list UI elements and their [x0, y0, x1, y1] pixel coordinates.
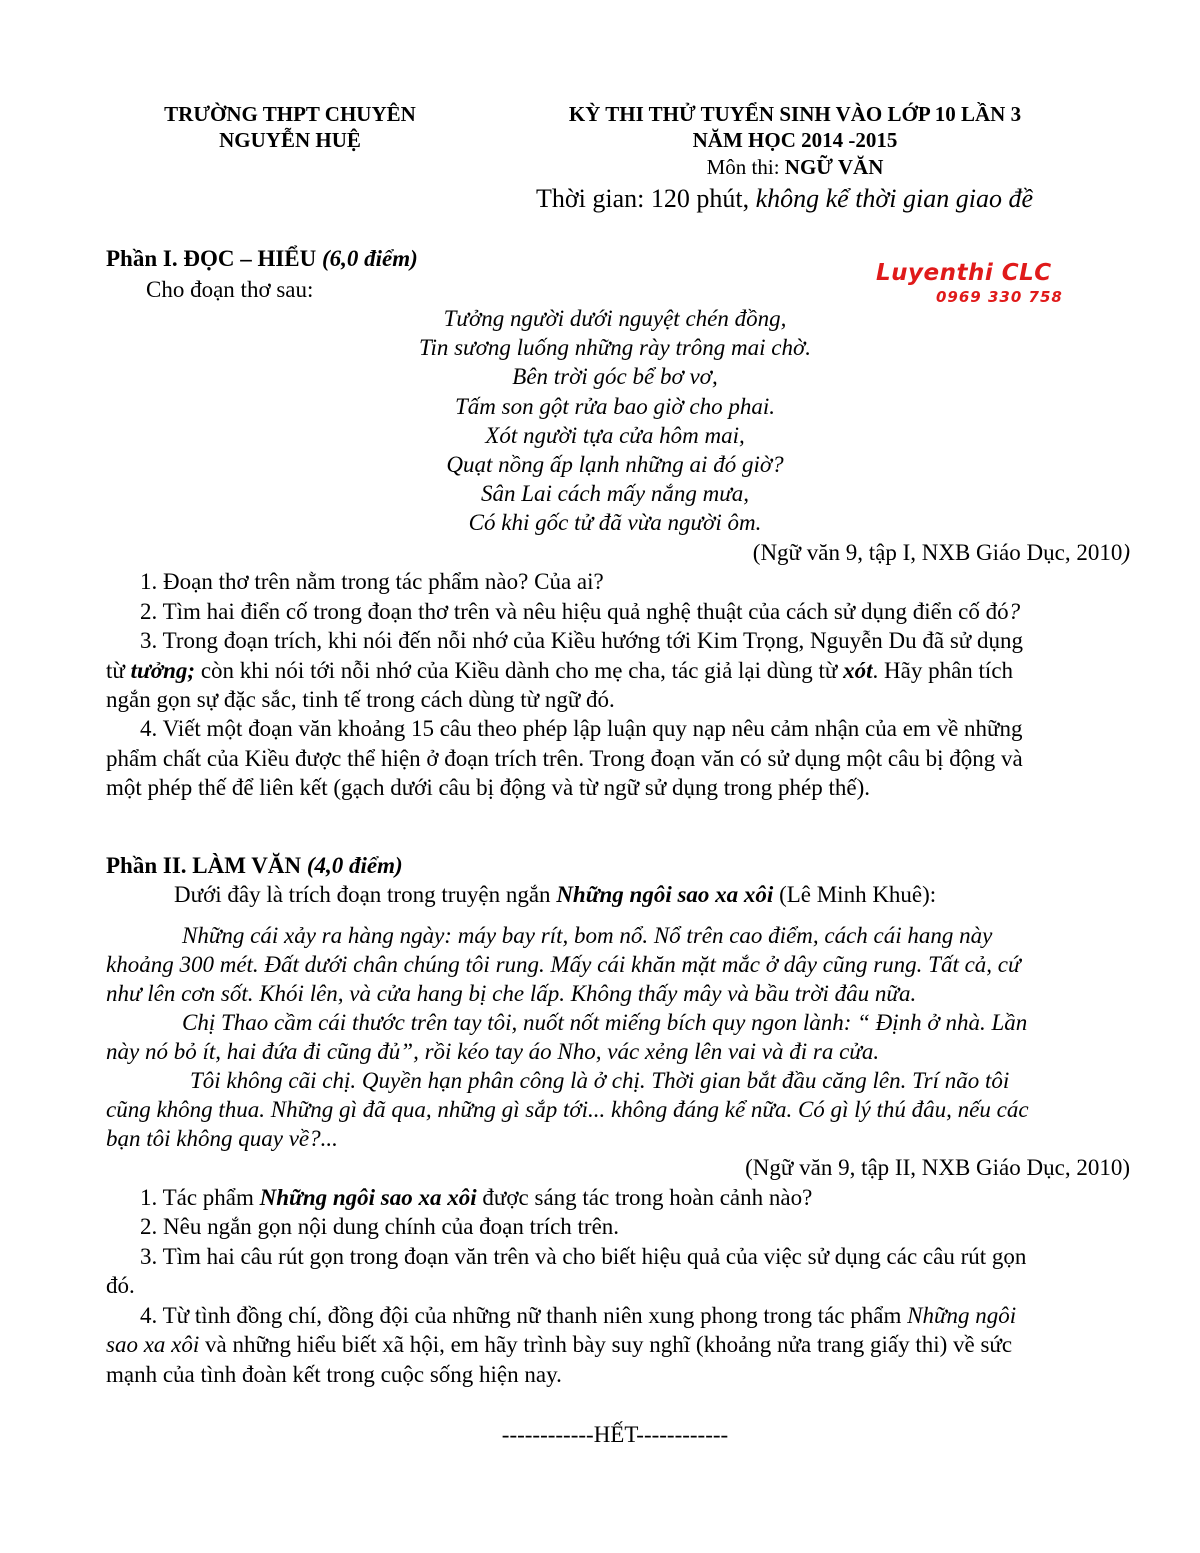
- part1-question-4-cont: phẩm chất của Kiều được thể hiện ở đoạn trích trên. Trong đoạn văn có sử dụng một câu bị động và: [106, 746, 1023, 771]
- excerpt-line: khoảng 300 mét. Đất dưới chân chúng tôi rung. Mấy cái khăn mặt mắc ở dây cũng rung. Tất cả, cứ: [106, 952, 1021, 977]
- part2-intro: Dưới đây là trích đoạn trong truyện ngắn Những ngôi sao xa xôi (Lê Minh Khuê):: [174, 882, 937, 907]
- excerpt-line: như lên cơn sốt. Khói lên, và cửa hang bị che lấp. Không thấy mây và bầu trời đâu nữa.: [106, 981, 917, 1006]
- part2-question-3-cont: đó.: [106, 1273, 135, 1298]
- poem-line: Tưởng người dưới nguyệt chén đồng,: [443, 306, 787, 331]
- part1-question-3-cont: ngắn gọn sự đặc sắc, tinh tế trong cách dùng từ ngữ đó.: [106, 687, 615, 712]
- excerpt-line: này nó bỏ ít, hai đứa đi cũng đủ”, rồi kéo tay áo Nho, vác xẻng lên vai và đi ra cửa.: [106, 1039, 880, 1064]
- part1-heading: Phần I. ĐỌC – HIỂU (6,0 điểm): [106, 246, 418, 271]
- part1-source: (Ngữ văn 9, tập I, NXB Giáo Dục, 2010): [752, 540, 1130, 565]
- watermark-brand: Luyenthi CLC: [876, 260, 1052, 286]
- part1-question-4-cont: một phép thế để liên kết (gạch dưới câu bị động và từ ngữ sử dụng trong phép thế).: [106, 775, 870, 800]
- poem-line: Xót người tựa cửa hôm mai,: [485, 423, 745, 448]
- part2-question-2: 2. Nêu ngắn gọn nội dung chính của đoạn trích trên.: [140, 1214, 620, 1239]
- part1-question-3: 3. Trong đoạn trích, khi nói đến nỗi nhớ của Kiều hướng tới Kim Trọng, Nguyễn Du đã sử dụng: [140, 628, 1024, 653]
- excerpt-line: Những cái xảy ra hàng ngày: máy bay rít, bom nổ. Nổ trên cao điểm, cách cái hang này: [182, 923, 993, 948]
- poem-line: Có khi gốc tử đã vừa người ôm.: [468, 510, 762, 535]
- poem-line: Tấm son gột rửa bao giờ cho phai.: [454, 394, 775, 419]
- part1-question-4: 4. Viết một đoạn văn khoảng 15 câu theo phép lập luận quy nạp nêu cảm nhận của em về những: [140, 716, 1023, 741]
- exam-title-line2: NĂM HỌC 2014 -2015: [692, 128, 898, 152]
- part1-question-3-cont: từ tưởng; còn khi nói tới nỗi nhớ của Kiều dành cho mẹ cha, tác giả lại dùng từ xót. Hãy phân tích: [106, 658, 1014, 683]
- exam-subject: Môn thi: NGỮ VĂN: [706, 155, 884, 179]
- part2-question-4-cont: sao xa xôi và những hiểu biết xã hội, em hãy trình bày suy nghĩ (khoảng nửa trang giấy thi) về sức: [106, 1332, 1013, 1357]
- part2-question-1: 1. Tác phẩm Những ngôi sao xa xôi được sáng tác trong hoàn cảnh nào?: [140, 1185, 813, 1210]
- part1-intro: Cho đoạn thơ sau:: [146, 277, 314, 302]
- poem-line: Bên trời góc bể bơ vơ,: [512, 364, 718, 389]
- part2-question-3: 3. Tìm hai câu rút gọn trong đoạn văn trên và cho biết hiệu quả của việc sử dụng các câu rút gọn: [140, 1244, 1027, 1269]
- school-name-line1: TRƯỜNG THPT CHUYÊN: [164, 102, 416, 126]
- poem-line: Sân Lai cách mấy nắng mưa,: [480, 481, 750, 506]
- part2-source: (Ngữ văn 9, tập II, NXB Giáo Dục, 2010): [745, 1155, 1130, 1180]
- part2-heading: Phần II. LÀM VĂN (4,0 điểm): [106, 853, 403, 878]
- part1-question-2: 2. Tìm hai điển cố trong đoạn thơ trên và nêu hiệu quả nghệ thuật của cách sử dụng điển cố đó?: [140, 599, 1021, 624]
- excerpt-line: cũng không thua. Những gì đã qua, những gì sắp tới... không đáng kể nữa. Có gì lý thú đâu, nếu các: [106, 1097, 1029, 1122]
- exam-title-line1: KỲ THI THỬ TUYỂN SINH VÀO LỚP 10 LẦN 3: [568, 102, 1022, 126]
- part1-question-1: 1. Đoạn thơ trên nằm trong tác phẩm nào? Của ai?: [140, 569, 604, 594]
- excerpt-line: bạn tôi không quay về?...: [106, 1126, 338, 1151]
- watermark-phone: 0969 330 758: [936, 288, 1063, 306]
- part2-question-4: 4. Từ tình đồng chí, đồng đội của những nữ thanh niên xung phong trong tác phẩm Những ngôi: [140, 1303, 1017, 1328]
- excerpt-line: Chị Thao cầm cái thước trên tay tôi, nuốt nốt miếng bích quy ngon lành: “ Định ở nhà. Lần: [182, 1010, 1028, 1035]
- part2-question-4-cont: mạnh của tình đoàn kết trong cuộc sống hiện nay.: [106, 1362, 562, 1387]
- poem-line: Tin sương luống những rày trông mai chờ.: [418, 335, 812, 360]
- exam-time: Thời gian: 120 phút, không kể thời gian giao đề: [536, 184, 1034, 213]
- excerpt-line: Tôi không cãi chị. Quyền hạn phân công là ở chị. Thời gian bắt đầu căng lên. Trí não tôi: [190, 1068, 1010, 1093]
- poem-line: Quạt nồng ấp lạnh những ai đó giờ?: [446, 452, 784, 477]
- end-mark: ------------HẾT------------: [501, 1422, 729, 1447]
- school-name-line2: NGUYỄN HUỆ: [219, 128, 361, 152]
